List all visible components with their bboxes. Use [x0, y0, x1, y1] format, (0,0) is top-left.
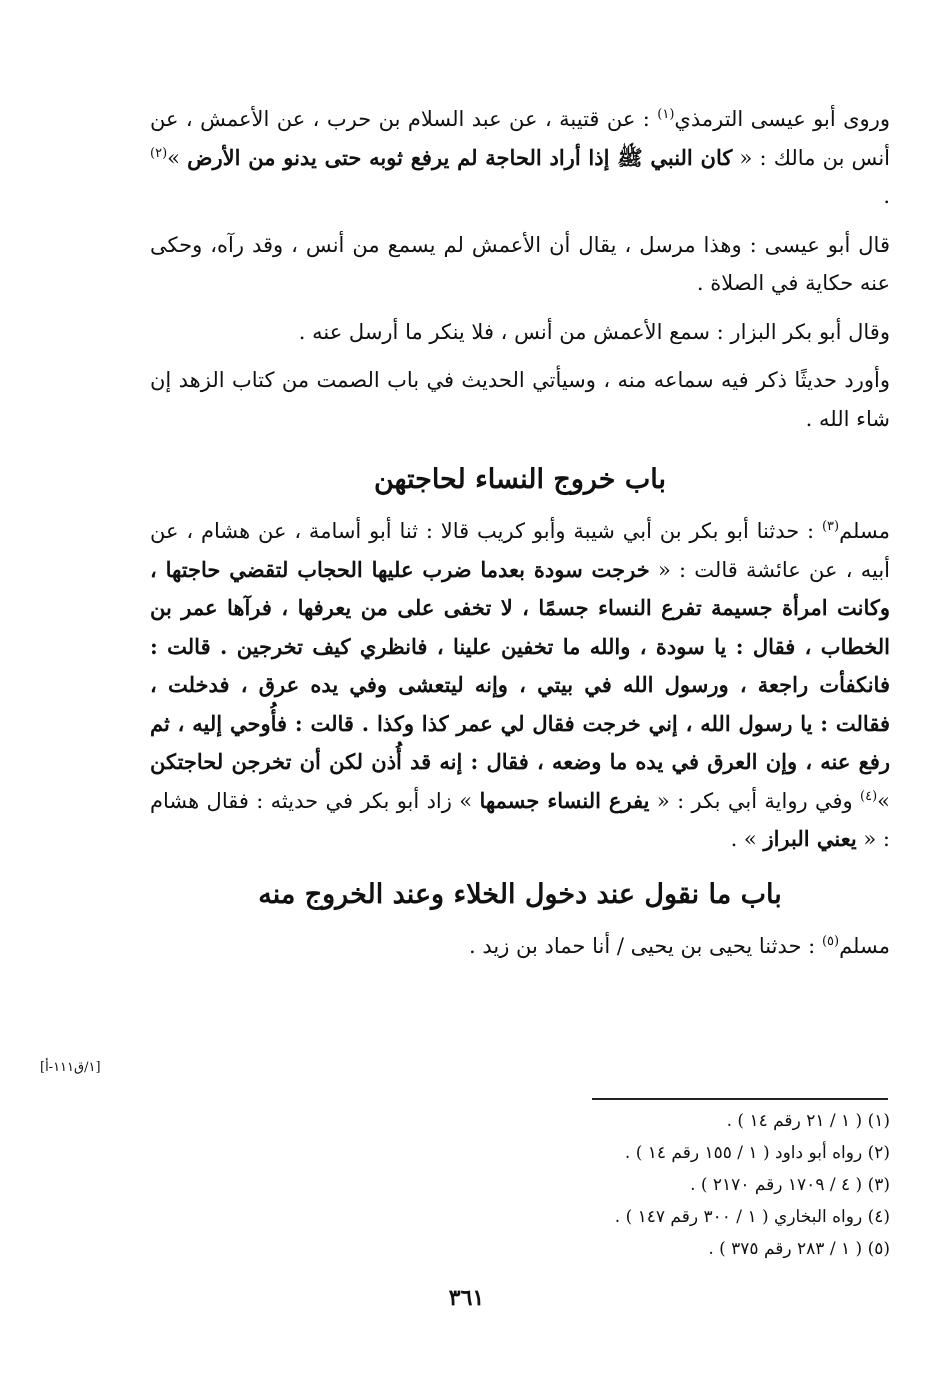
manuscript-folio-reference: [١/ق١١١-أ]	[40, 1060, 101, 1075]
footnote-marker[interactable]: (١)	[657, 107, 675, 122]
paragraph-tirmidhi	[150, 100, 890, 216]
paragraph-awrada: وأورد حديثًا ذكر فيه سماعه منه ، وسيأتي الحديث في باب الصمت من كتاب الزهد إن شاء الله .	[150, 368, 890, 431]
paragraph-muslim-sawda	[150, 512, 890, 859]
footnote-item: (٥) ( ١ / ٢٨٣ رقم ٣٧٥ ) .	[708, 1239, 890, 1259]
chapter-heading-women-going-out: باب خروج النساء لحاجتهن	[373, 464, 667, 495]
text-run: .	[883, 184, 890, 208]
footnote-divider	[592, 1098, 888, 1100]
footnote-item: (٢) رواه أبو داود ( ١ / ١٥٥ رقم ١٤ ) .	[624, 1143, 890, 1163]
text-run: » .	[730, 827, 764, 851]
text-run: وروى أبو عيسى الترمذي	[674, 107, 890, 131]
paragraph-abu-isa: قال أبو عيسى : وهذا مرسل ، يقال أن الأعمش لم يسمع من أنس ، وقد رآه، وحكى عنه حكاية في الصلاة .	[150, 232, 890, 295]
text-run: »	[877, 788, 891, 813]
footnote-marker[interactable]: (٢)	[150, 145, 168, 161]
page-number: ٣٦١	[448, 1285, 485, 1311]
chapter-heading-entering-toilet: باب ما نقول عند دخول الخلاء وعند الخروج منه	[258, 878, 782, 910]
footnote-marker[interactable]: (٤)	[860, 788, 878, 804]
paragraph-bazzar: وقال أبو بكر البزار : سمع الأعمش من أنس ، فلا ينكر ما أرسل عنه .	[298, 319, 890, 344]
text-run: »	[167, 145, 188, 170]
footnote-marker[interactable]: (٥)	[821, 933, 840, 949]
text-run: وفي رواية أبي بكر : «	[649, 788, 861, 813]
footnote-item: (٣) ( ٤ / ١٧٠٩ رقم ٢١٧٠ ) .	[690, 1175, 890, 1195]
text-run: » زاد أبو بكر في حديثه : فقال هشام : «	[150, 788, 890, 851]
text-run: : عن قتيبة ، عن عبد السلام بن حرب ، عن الأعمش ، عن أنس بن مالك : «	[150, 107, 891, 170]
footnote-item: (٤) رواه البخاري ( ١ / ٣٠٠ رقم ١٤٧ ) .	[614, 1207, 890, 1227]
paragraph-muslim-yahya	[150, 927, 890, 966]
hadith-text: كان النبي ﷺ إذا أراد الحاجة لم يرفع ثوبه حتى يدنو من الأرض	[187, 144, 733, 170]
main-text	[150, 100, 890, 975]
hadith-text: خرجت سودة بعدما ضرب عليها الحجاب لتقضي حاجتها ، وكانت امرأة جسيمة تفرع النساء جسمًا ، لا تخفى على من يعرفها ، فرآها عمر بن الخطاب ، فقال : يا سودة ، والله ما تخفين علينا ، فانظري كيف تخرجين . قالت : فانكفأت راجعة ، ورسول الله في بيتي ، وإنه ليتعشى وفي يده عرق ، فدخلت ، فقالت : يا رسول الله ، إني خرجت فقال لي عمر كذا وكذا . قالت : فأُوحي إليه ، ثم رفع عنه ، وإن العرق في يده ما وضعه ، فقال : إنه قد أُذن لكن أن تخرجن لحاجتكن	[150, 556, 890, 774]
footnotes	[400, 1105, 890, 1265]
text-run: مسلم	[839, 933, 890, 958]
footnote-item: (١) ( ١ / ٢١ رقم ١٤ ) .	[726, 1111, 890, 1131]
hadith-text: يفرع النساء جسمها	[479, 787, 650, 813]
text-run: مسلم	[839, 519, 890, 543]
hadith-text: يعني البراز	[763, 826, 857, 851]
text-run: : حدثنا أبو بكر بن أبي شيبة وأبو كريب قالا : ثنا أبو أسامة ، عن هشام ، عن أبيه ، عن عائشة قالت : «	[150, 519, 890, 582]
footnote-marker[interactable]: (٣)	[821, 519, 840, 534]
text-run: : حدثنا يحيى بن يحيى / أنا حماد بن زيد .	[468, 933, 822, 958]
